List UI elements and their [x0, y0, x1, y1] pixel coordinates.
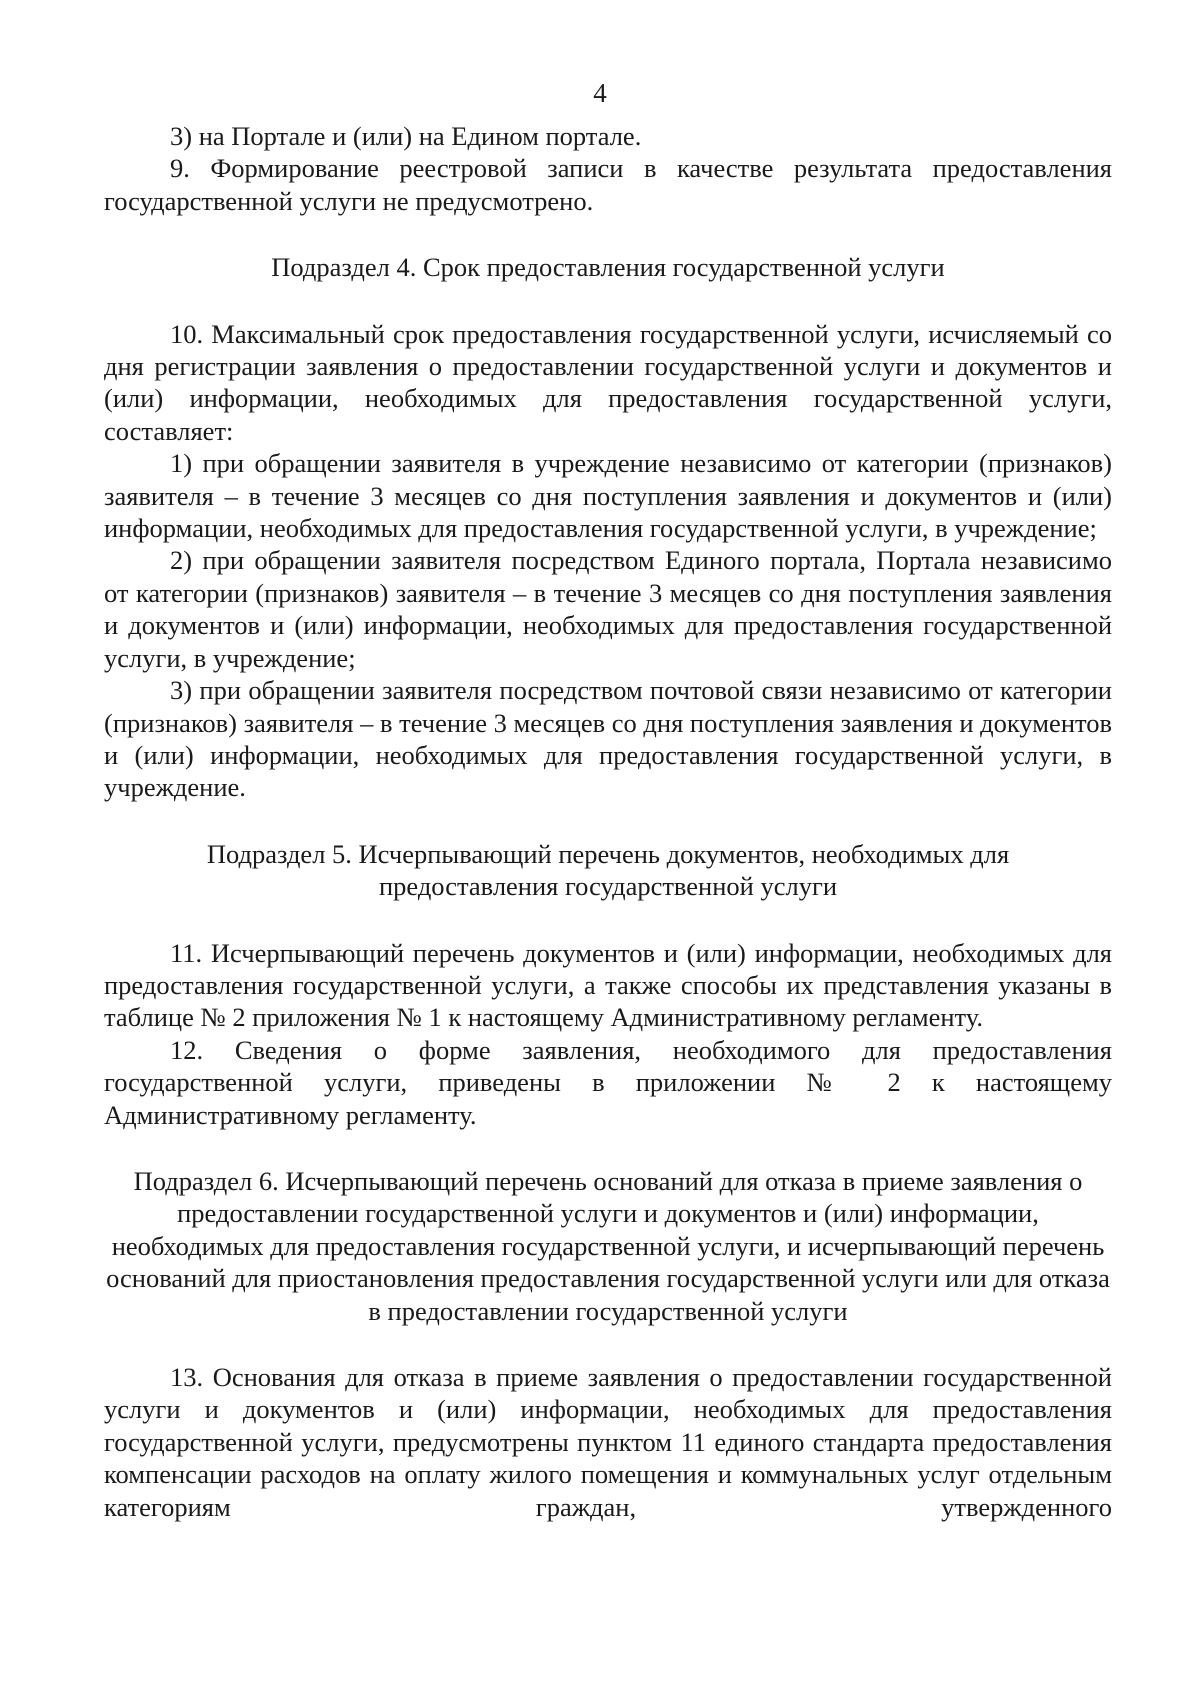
- heading-subsection-6: Подраздел 6. Исчерпывающий перечень оснований для отказа в приеме заявления о предоставлении государственной услуги и документов и (или) информации, необходимых для предоставления государственной услуги, и исчерпывающий перечень оснований для приостановления предоставления государственной услуги или для отказа в предоставлении государственной услуги: [106, 1165, 1110, 1326]
- spacer: [104, 903, 1112, 937]
- heading-subsection-5: Подраздел 5. Исчерпывающий перечень документов, необходимых для предоставления государственной услуги: [206, 838, 1010, 902]
- spacer: [104, 217, 1112, 251]
- paragraph-11: 11. Исчерпывающий перечень документов и (или) информации, необходимых для предоставления государственной услуги, а также способы их представления указаны в таблице № 2 приложения № 1 к настоящему Административному регламенту.: [104, 937, 1112, 1033]
- document-body: [104, 120, 1112, 1523]
- paragraph-10-item-2: 2) при обращении заявителя посредством Единого портала, Портала независимо от категории (признаков) заявителя – в течение 3 месяцев со дня поступления заявления и документов и (или) информации, необходимых для предоставления государственной услуги, в учреждение;: [104, 545, 1112, 673]
- paragraph-item-3-portal: 3) на Портале и (или) на Едином портале.: [170, 121, 642, 151]
- spacer: [104, 284, 1112, 318]
- paragraph-10: 10. Максимальный срок предоставления государственной услуги, исчисляемый со дня регистрации заявления о предоставлении государственной услуги и документов и (или) информации, необходимых для предоставления государственной услуги, составляет:: [104, 318, 1112, 446]
- heading-subsection-4: Подраздел 4. Срок предоставления государственной услуги: [271, 252, 945, 283]
- paragraph-10-item-3: 3) при обращении заявителя посредством почтовой связи независимо от категории (признаков) заявителя – в течение 3 месяцев со дня поступления заявления и документов и (или) информации, необходимых для предоставления государственной услуги, в учреждение.: [104, 675, 1112, 803]
- spacer: [104, 804, 1112, 838]
- paragraph-10-item-1: 1) при обращении заявителя в учреждение независимо от категории (признаков) заявителя – в течение 3 месяцев со дня поступления заявления и документов и (или) информации, необходимых для предоставления государственной услуги, в учреждение;: [104, 448, 1112, 544]
- page-number: 4: [593, 78, 607, 108]
- spacer: [104, 1131, 1112, 1165]
- paragraph-12: 12. Сведения о форме заявления, необходимого для предоставления государственной услуги, приведены в приложении № 2 к настоящему Административному регламенту.: [104, 1034, 1112, 1130]
- paragraph-13: 13. Основания для отказа в приеме заявления о предоставлении государственной услуги и документов и (или) информации, необходимых для предоставления государственной услуги, предусмотрены пунктом 11 единого стандарта предоставления компенсации расходов на оплату жилого помещения и коммунальных услуг отдельным категориям граждан, утвержденного: [104, 1362, 1112, 1522]
- paragraph-9: 9. Формирование реестровой записи в качестве результата предоставления государственной услуги не предусмотрено.: [104, 153, 1112, 216]
- spacer: [104, 1327, 1112, 1361]
